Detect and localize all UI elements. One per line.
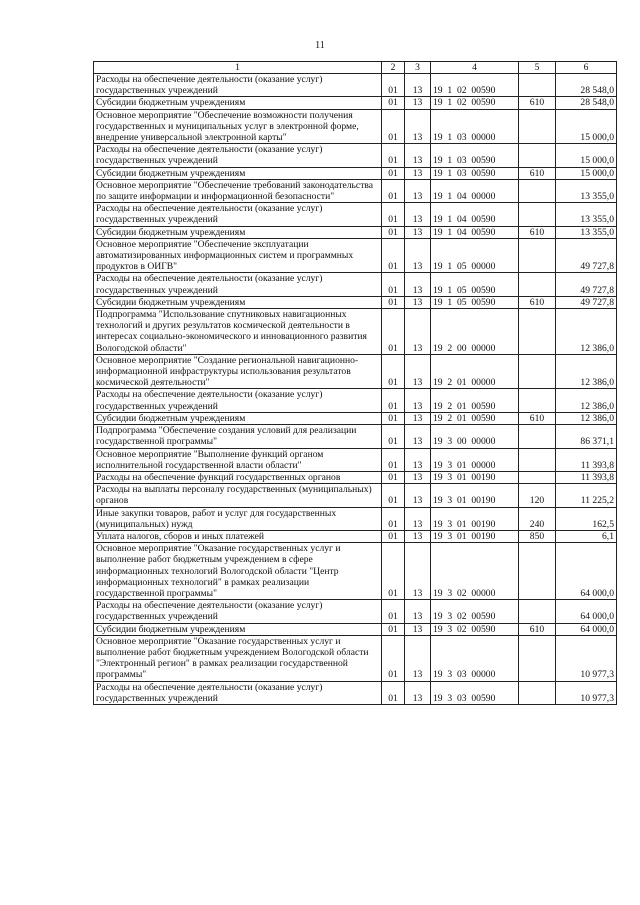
row-subsection-cell: 13: [405, 507, 431, 530]
row-expense-type-cell: [519, 425, 556, 448]
row-amount-cell: 49 727,8: [556, 273, 617, 296]
row-expense-type-cell: [519, 681, 556, 704]
row-name-cell: Основное мероприятие "Обеспечение эксплуатации автоматизированных информационных систем и программных продуктов в ОИГВ": [94, 238, 382, 273]
row-name-cell: Расходы на обеспечение деятельности (оказание услуг) государственных учреждений: [94, 600, 382, 623]
row-amount-cell: 28 548,0: [556, 74, 617, 97]
row-target-code-cell: 19 3 02 00590: [431, 623, 519, 635]
row-amount-cell: 12 386,0: [556, 412, 617, 424]
row-target-code-cell: 19 3 03 00000: [431, 635, 519, 681]
table-row: [94, 144, 617, 167]
row-expense-type-cell: [519, 74, 556, 97]
row-section-cell: 01: [382, 144, 405, 167]
row-target-code-cell: 19 3 01 00190: [431, 471, 519, 483]
header-col-1: 1: [94, 62, 382, 74]
row-target-code-cell: 19 1 02 00590: [431, 74, 519, 97]
row-name-cell: Подпрограмма "Обеспечение создания условий для реализации государственной программы": [94, 425, 382, 448]
table-row: [94, 203, 617, 226]
row-expense-type-cell: [519, 203, 556, 226]
row-section-cell: 01: [382, 226, 405, 238]
row-name-cell: Основное мероприятие "Оказание государственных услуг и выполнение работ бюджетным учреждением Вологодской области "Электронный регион" в рамках реализации государственной программы": [94, 635, 382, 681]
row-section-cell: 01: [382, 354, 405, 389]
row-amount-cell: 13 355,0: [556, 179, 617, 202]
row-subsection-cell: 13: [405, 109, 431, 144]
row-subsection-cell: 13: [405, 471, 431, 483]
table-row: [94, 309, 617, 355]
row-target-code-cell: 19 3 03 00590: [431, 681, 519, 704]
row-name-cell: Основное мероприятие "Выполнение функций органом исполнительной государственной власти области": [94, 448, 382, 471]
header-col-2: 2: [382, 62, 405, 74]
row-expense-type-cell: [519, 179, 556, 202]
header-col-6: 6: [556, 62, 617, 74]
row-amount-cell: 162,5: [556, 507, 617, 530]
row-expense-type-cell: 610: [519, 623, 556, 635]
row-name-cell: Расходы на обеспечение функций государственных органов: [94, 471, 382, 483]
row-expense-type-cell: [519, 448, 556, 471]
row-name-cell: Расходы на выплаты персоналу государственных (муниципальных) органов: [94, 484, 382, 507]
row-name-cell: Субсидии бюджетным учреждениям: [94, 226, 382, 238]
row-name-cell: Основное мероприятие "Создание региональной навигационно-информационной инфраструктуры использования результатов космической деятельности": [94, 354, 382, 389]
row-section-cell: 01: [382, 484, 405, 507]
row-name-cell: Субсидии бюджетным учреждениям: [94, 167, 382, 179]
table-row: [94, 74, 617, 97]
table-row: [94, 179, 617, 202]
row-section-cell: 01: [382, 309, 405, 355]
row-section-cell: 01: [382, 623, 405, 635]
row-subsection-cell: 13: [405, 530, 431, 542]
table-row: [94, 448, 617, 471]
row-target-code-cell: 19 3 01 00190: [431, 484, 519, 507]
row-subsection-cell: 13: [405, 412, 431, 424]
header-col-5: 5: [519, 62, 556, 74]
row-amount-cell: 12 386,0: [556, 354, 617, 389]
row-section-cell: 01: [382, 296, 405, 308]
row-expense-type-cell: [519, 600, 556, 623]
row-name-cell: Основное мероприятие "Оказание государственных услуг и выполнение работ бюджетным учреждением в сфере информационных технологий Вологодской области "Центр информационных технологий" в рамках реализации государственной программы": [94, 543, 382, 600]
table-row: [94, 296, 617, 308]
table-row: [94, 389, 617, 412]
row-section-cell: 01: [382, 507, 405, 530]
row-name-cell: Иные закупки товаров, работ и услуг для государственных (муниципальных) нужд: [94, 507, 382, 530]
row-name-cell: Расходы на обеспечение деятельности (оказание услуг) государственных учреждений: [94, 203, 382, 226]
row-expense-type-cell: 610: [519, 226, 556, 238]
row-name-cell: Субсидии бюджетным учреждениям: [94, 412, 382, 424]
row-amount-cell: 15 000,0: [556, 167, 617, 179]
row-amount-cell: 10 977,3: [556, 681, 617, 704]
table-row: [94, 543, 617, 600]
table-row: [94, 238, 617, 273]
row-subsection-cell: 13: [405, 296, 431, 308]
row-target-code-cell: 19 3 00 00000: [431, 425, 519, 448]
row-section-cell: 01: [382, 389, 405, 412]
header-col-3: 3: [405, 62, 431, 74]
row-target-code-cell: 19 3 02 00590: [431, 600, 519, 623]
row-subsection-cell: 13: [405, 425, 431, 448]
row-target-code-cell: 19 1 04 00590: [431, 203, 519, 226]
row-section-cell: 01: [382, 448, 405, 471]
row-expense-type-cell: [519, 109, 556, 144]
row-subsection-cell: 13: [405, 389, 431, 412]
row-expense-type-cell: [519, 273, 556, 296]
page-number: 11: [315, 40, 325, 51]
row-target-code-cell: 19 1 03 00590: [431, 144, 519, 167]
table-row: [94, 600, 617, 623]
row-expense-type-cell: [519, 471, 556, 483]
row-section-cell: 01: [382, 167, 405, 179]
row-section-cell: 01: [382, 74, 405, 97]
row-name-cell: Основное мероприятие "Обеспечение возможности получения государственных и муниципальных услуг в электронной форме, внедрение универсальной электронной карты": [94, 109, 382, 144]
row-section-cell: 01: [382, 543, 405, 600]
row-target-code-cell: 19 1 03 00590: [431, 167, 519, 179]
row-target-code-cell: 19 2 01 00590: [431, 389, 519, 412]
row-section-cell: 01: [382, 635, 405, 681]
row-subsection-cell: 13: [405, 681, 431, 704]
row-amount-cell: 12 386,0: [556, 389, 617, 412]
row-subsection-cell: 13: [405, 74, 431, 97]
row-name-cell: Уплата налогов, сборов и иных платежей: [94, 530, 382, 542]
row-expense-type-cell: [519, 635, 556, 681]
row-subsection-cell: 13: [405, 97, 431, 109]
row-name-cell: Расходы на обеспечение деятельности (оказание услуг) государственных учреждений: [94, 144, 382, 167]
row-subsection-cell: 13: [405, 309, 431, 355]
row-subsection-cell: 13: [405, 448, 431, 471]
row-section-cell: 01: [382, 412, 405, 424]
row-section-cell: 01: [382, 425, 405, 448]
row-expense-type-cell: 610: [519, 296, 556, 308]
row-name-cell: Расходы на обеспечение деятельности (оказание услуг) государственных учреждений: [94, 389, 382, 412]
row-expense-type-cell: 610: [519, 167, 556, 179]
row-amount-cell: 64 000,0: [556, 600, 617, 623]
row-amount-cell: 15 000,0: [556, 109, 617, 144]
row-expense-type-cell: 850: [519, 530, 556, 542]
row-name-cell: Основное мероприятие "Обеспечение требований законодательства по защите информации и информационной безопасности": [94, 179, 382, 202]
table-row: [94, 471, 617, 483]
row-name-cell: Подпрограмма "Использование спутниковых навигационных технологий и других результатов космической деятельности в интересах социально-экономического и инновационного развития Вологодской области": [94, 309, 382, 355]
row-expense-type-cell: 610: [519, 97, 556, 109]
row-expense-type-cell: [519, 309, 556, 355]
row-amount-cell: 86 371,1: [556, 425, 617, 448]
row-target-code-cell: 19 1 05 00590: [431, 273, 519, 296]
table-row: [94, 635, 617, 681]
row-amount-cell: 28 548,0: [556, 97, 617, 109]
row-subsection-cell: 13: [405, 600, 431, 623]
row-name-cell: Субсидии бюджетным учреждениям: [94, 623, 382, 635]
row-name-cell: Расходы на обеспечение деятельности (оказание услуг) государственных учреждений: [94, 273, 382, 296]
row-expense-type-cell: [519, 238, 556, 273]
header-col-4: 4: [431, 62, 519, 74]
row-subsection-cell: 13: [405, 167, 431, 179]
table-row: [94, 530, 617, 542]
row-expense-type-cell: [519, 389, 556, 412]
row-section-cell: 01: [382, 97, 405, 109]
row-name-cell: Субсидии бюджетным учреждениям: [94, 296, 382, 308]
row-subsection-cell: 13: [405, 144, 431, 167]
row-subsection-cell: 13: [405, 543, 431, 600]
row-target-code-cell: 19 1 05 00590: [431, 296, 519, 308]
row-amount-cell: 13 355,0: [556, 226, 617, 238]
row-amount-cell: 64 000,0: [556, 543, 617, 600]
row-amount-cell: 15 000,0: [556, 144, 617, 167]
table-row: [94, 226, 617, 238]
row-expense-type-cell: 240: [519, 507, 556, 530]
row-target-code-cell: 19 3 01 00190: [431, 507, 519, 530]
row-subsection-cell: 13: [405, 203, 431, 226]
row-section-cell: 01: [382, 530, 405, 542]
table-row: [94, 507, 617, 530]
row-section-cell: 01: [382, 681, 405, 704]
row-amount-cell: 6,1: [556, 530, 617, 542]
table-row: [94, 97, 617, 109]
row-subsection-cell: 13: [405, 238, 431, 273]
row-target-code-cell: 19 3 01 00190: [431, 530, 519, 542]
row-expense-type-cell: 120: [519, 484, 556, 507]
row-target-code-cell: 19 3 01 00000: [431, 448, 519, 471]
row-target-code-cell: 19 2 00 00000: [431, 309, 519, 355]
row-subsection-cell: 13: [405, 226, 431, 238]
row-subsection-cell: 13: [405, 179, 431, 202]
row-target-code-cell: 19 1 04 00590: [431, 226, 519, 238]
table-row: [94, 167, 617, 179]
row-subsection-cell: 13: [405, 484, 431, 507]
row-section-cell: 01: [382, 471, 405, 483]
table-row: [94, 109, 617, 144]
table-row: [94, 681, 617, 704]
row-expense-type-cell: [519, 543, 556, 600]
budget-table: [93, 61, 617, 705]
table-row: [94, 484, 617, 507]
row-name-cell: Расходы на обеспечение деятельности (оказание услуг) государственных учреждений: [94, 74, 382, 97]
row-section-cell: 01: [382, 273, 405, 296]
table-header-row: [94, 62, 617, 74]
row-amount-cell: 12 386,0: [556, 309, 617, 355]
row-amount-cell: 11 225,2: [556, 484, 617, 507]
row-section-cell: 01: [382, 203, 405, 226]
row-expense-type-cell: 610: [519, 412, 556, 424]
row-target-code-cell: 19 2 01 00000: [431, 354, 519, 389]
row-amount-cell: 13 355,0: [556, 203, 617, 226]
row-subsection-cell: 13: [405, 354, 431, 389]
table-row: [94, 412, 617, 424]
row-target-code-cell: 19 1 03 00000: [431, 109, 519, 144]
row-target-code-cell: 19 2 01 00590: [431, 412, 519, 424]
row-subsection-cell: 13: [405, 623, 431, 635]
row-amount-cell: 64 000,0: [556, 623, 617, 635]
row-target-code-cell: 19 1 05 00000: [431, 238, 519, 273]
table-row: [94, 273, 617, 296]
row-target-code-cell: 19 1 04 00000: [431, 179, 519, 202]
row-section-cell: 01: [382, 238, 405, 273]
row-section-cell: 01: [382, 600, 405, 623]
row-section-cell: 01: [382, 109, 405, 144]
row-expense-type-cell: [519, 144, 556, 167]
budget-table-body: [94, 62, 617, 705]
row-amount-cell: 11 393,8: [556, 448, 617, 471]
row-amount-cell: 10 977,3: [556, 635, 617, 681]
table-row: [94, 623, 617, 635]
row-subsection-cell: 13: [405, 635, 431, 681]
row-section-cell: 01: [382, 179, 405, 202]
row-amount-cell: 49 727,8: [556, 296, 617, 308]
row-subsection-cell: 13: [405, 273, 431, 296]
row-target-code-cell: 19 3 02 00000: [431, 543, 519, 600]
row-amount-cell: 49 727,8: [556, 238, 617, 273]
row-expense-type-cell: [519, 354, 556, 389]
table-row: [94, 354, 617, 389]
table-row: [94, 425, 617, 448]
row-name-cell: Субсидии бюджетным учреждениям: [94, 97, 382, 109]
row-amount-cell: 11 393,8: [556, 471, 617, 483]
row-name-cell: Расходы на обеспечение деятельности (оказание услуг) государственных учреждений: [94, 681, 382, 704]
row-target-code-cell: 19 1 02 00590: [431, 97, 519, 109]
